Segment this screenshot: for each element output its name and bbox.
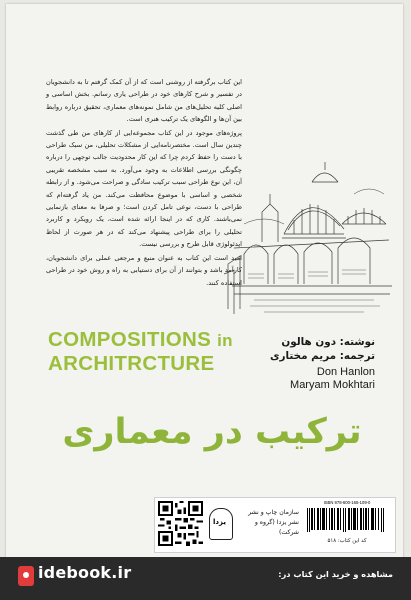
book-title-english [48,328,248,375]
isbn-barcode [305,502,389,536]
description-paragraph-1: این کتاب برگرفته از روشنی است که از آن کمک گرفتم تا به دانشجویان در تفسیر و شرح کارهای خود در طراحی یاری رسانم. بخش اساسی و اصلی کلیه تحلیل‌های من شامل نمونه‌های معماری، تحقیق درباره روابط بین آن‌ها و الگوهای یک ترکیب هنری است. [46,78,242,124]
qr-code-icon [158,501,203,546]
publisher-name [235,508,299,538]
site-link[interactable]: idebook.ir [38,563,132,582]
publisher-logo [209,508,233,540]
publisher-line-2: نشر یزدا (گروه و شرکت) [254,519,299,536]
book-title-persian: ترکیب در معماری [62,412,362,452]
translator-persian: ترجمه: مریم مختاری [269,350,375,362]
description-paragraph-3: امید است این کتاب به عنوان منبع و مرجعی عملی برای دانشجویان، کارآمد باشد و بتوانند از آن برای دستیابی به راه و روش خود در طراحی استفاده کنند. [46,253,242,287]
architecture-sketch-illustration [224,124,396,324]
book-code: کد این کتاب: ۵۱۸ [327,538,367,544]
translator-english: Maryam Mokhtari [290,379,375,391]
barcode-panel [154,497,396,553]
publisher-line-1: سازمان چاپ و نشر [248,509,299,516]
title-en-in: in [217,331,233,350]
description-paragraph-2: پروژه‌های موجود در این کتاب مجموعه‌ایی از کارهای من طی گذشت چندین سال است. مختصرنامه‌ایی از مشکلات تحلیلی، من سبک طراحی با دست را حفظ کردم چرا که این کار محدودیت جالب توجهی را درباره چگونگی بررسی اطلاعات به وجود می‌آورد. به سبب مشخصه تقریبی آن، این نوع طراحی سبب ترکیب سادگی و صراحت می‌شود. و از رابطه شخصی و اساسی با موضوع محافظت می‌کند. من یاد گرفته‌ام که طراحی با دست، نوعی تامل کردن است؛ و صرفا به معنای بازنمایی نمی‌باشند. کاری که در اینجا ارائه شده است، یک رویکرد و کاربرد تحلیلی را برای طراحی پیشنهاد می‌کند که در هر صورت از لحاظ ایدئولوژی قابل طرح و بررسی نیست. [46,128,242,249]
book-description [46,76,242,290]
shopping-bag-icon [18,566,34,586]
isbn-label: ISBN 978-600-165-109-0 [323,500,371,505]
book-back-cover [6,4,403,592]
author-persian: نوشته: دون هالون [281,336,375,348]
site-tagline: مشاهده و خرید این کتاب در: [278,569,393,579]
author-english: Don Hanlon [316,366,375,378]
title-en-line2: ARCHITRCTURE [48,352,215,375]
title-en-line1: COMPOSITIONS [48,328,212,351]
publisher-logo-text: یزدا [213,518,226,526]
